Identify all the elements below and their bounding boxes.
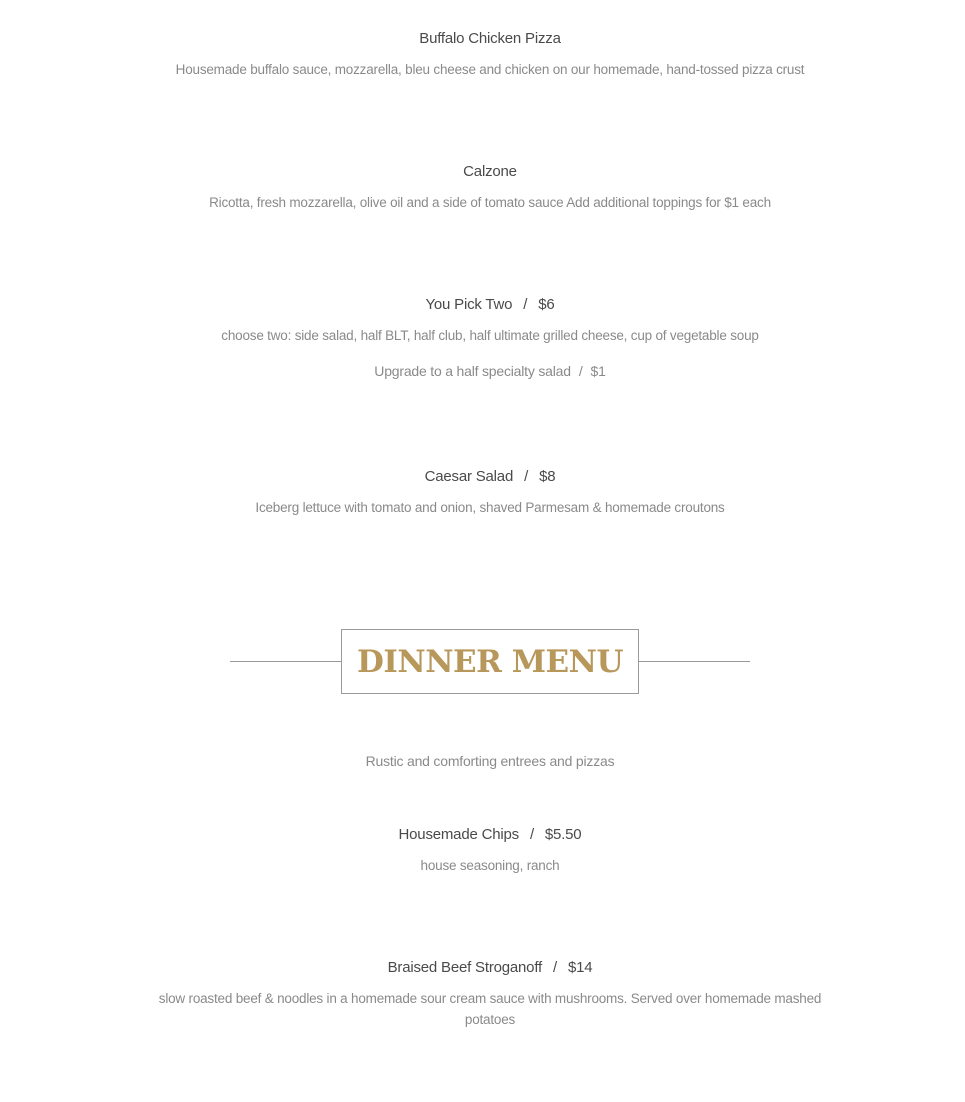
menu-item-description: Housemade buffalo sauce, mozzarella, bleu cheese and chicken on our homemade, hand-tossed pizza crust <box>175 62 805 77</box>
menu-item-title <box>0 826 965 843</box>
item-price: $6 <box>538 296 555 313</box>
section-title-box <box>341 629 639 694</box>
menu-item-title <box>0 30 965 47</box>
menu-item-title <box>0 296 965 313</box>
upgrade-name: Upgrade to a half specialty salad <box>374 363 571 379</box>
price-separator: / <box>553 959 557 976</box>
section-title: DINNER MENU <box>356 643 624 680</box>
menu-item-caesar-salad <box>0 468 965 518</box>
item-price: $14 <box>567 959 593 976</box>
price-separator: / <box>524 468 529 485</box>
menu-item-you-pick-two <box>0 296 965 379</box>
item-price: $8 <box>539 468 556 485</box>
section-divider-left <box>230 661 341 662</box>
menu-item-title <box>0 468 965 485</box>
menu-item-buffalo-chicken-pizza <box>0 30 965 80</box>
menu-item-description: slow roasted beef & noodles in a homemade sour cream sauce with mushrooms. Served over homemade mashed potatoes <box>158 991 822 1027</box>
item-name: Braised Beef Stroganoff <box>387 959 542 976</box>
section-divider-right <box>639 661 750 662</box>
menu-item-housemade-chips <box>0 826 965 876</box>
menu-item-description: Ricotta, fresh mozzarella, olive oil and a side of tomato sauce Add additional toppings for $1 each <box>209 195 771 210</box>
item-name: Calzone <box>463 163 517 180</box>
menu-item-description: choose two: side salad, half BLT, half club, half ultimate grilled cheese, cup of vegetable soup <box>221 328 759 343</box>
item-price: $5.50 <box>544 826 582 843</box>
item-name: You Pick Two <box>425 296 513 313</box>
menu-item-title <box>0 959 965 976</box>
price-separator: / <box>529 826 534 843</box>
menu-item-description: house seasoning, ranch <box>420 858 560 873</box>
menu-item-description: Iceberg lettuce with tomato and onion, shaved Parmesam & homemade croutons <box>255 500 725 515</box>
price-separator: / <box>523 296 528 313</box>
item-name: Buffalo Chicken Pizza <box>419 30 561 47</box>
upgrade-price: $1 <box>590 363 606 379</box>
menu-item-upgrade <box>0 363 965 379</box>
menu-item-calzone <box>0 163 965 213</box>
item-name: Caesar Salad <box>424 468 514 485</box>
menu-item-braised-beef-stroganoff <box>0 959 965 1030</box>
price-separator: / <box>578 363 583 379</box>
item-name: Housemade Chips <box>398 826 519 843</box>
section-intro: Rustic and comforting entrees and pizzas <box>365 753 615 769</box>
menu-item-title <box>0 163 965 180</box>
